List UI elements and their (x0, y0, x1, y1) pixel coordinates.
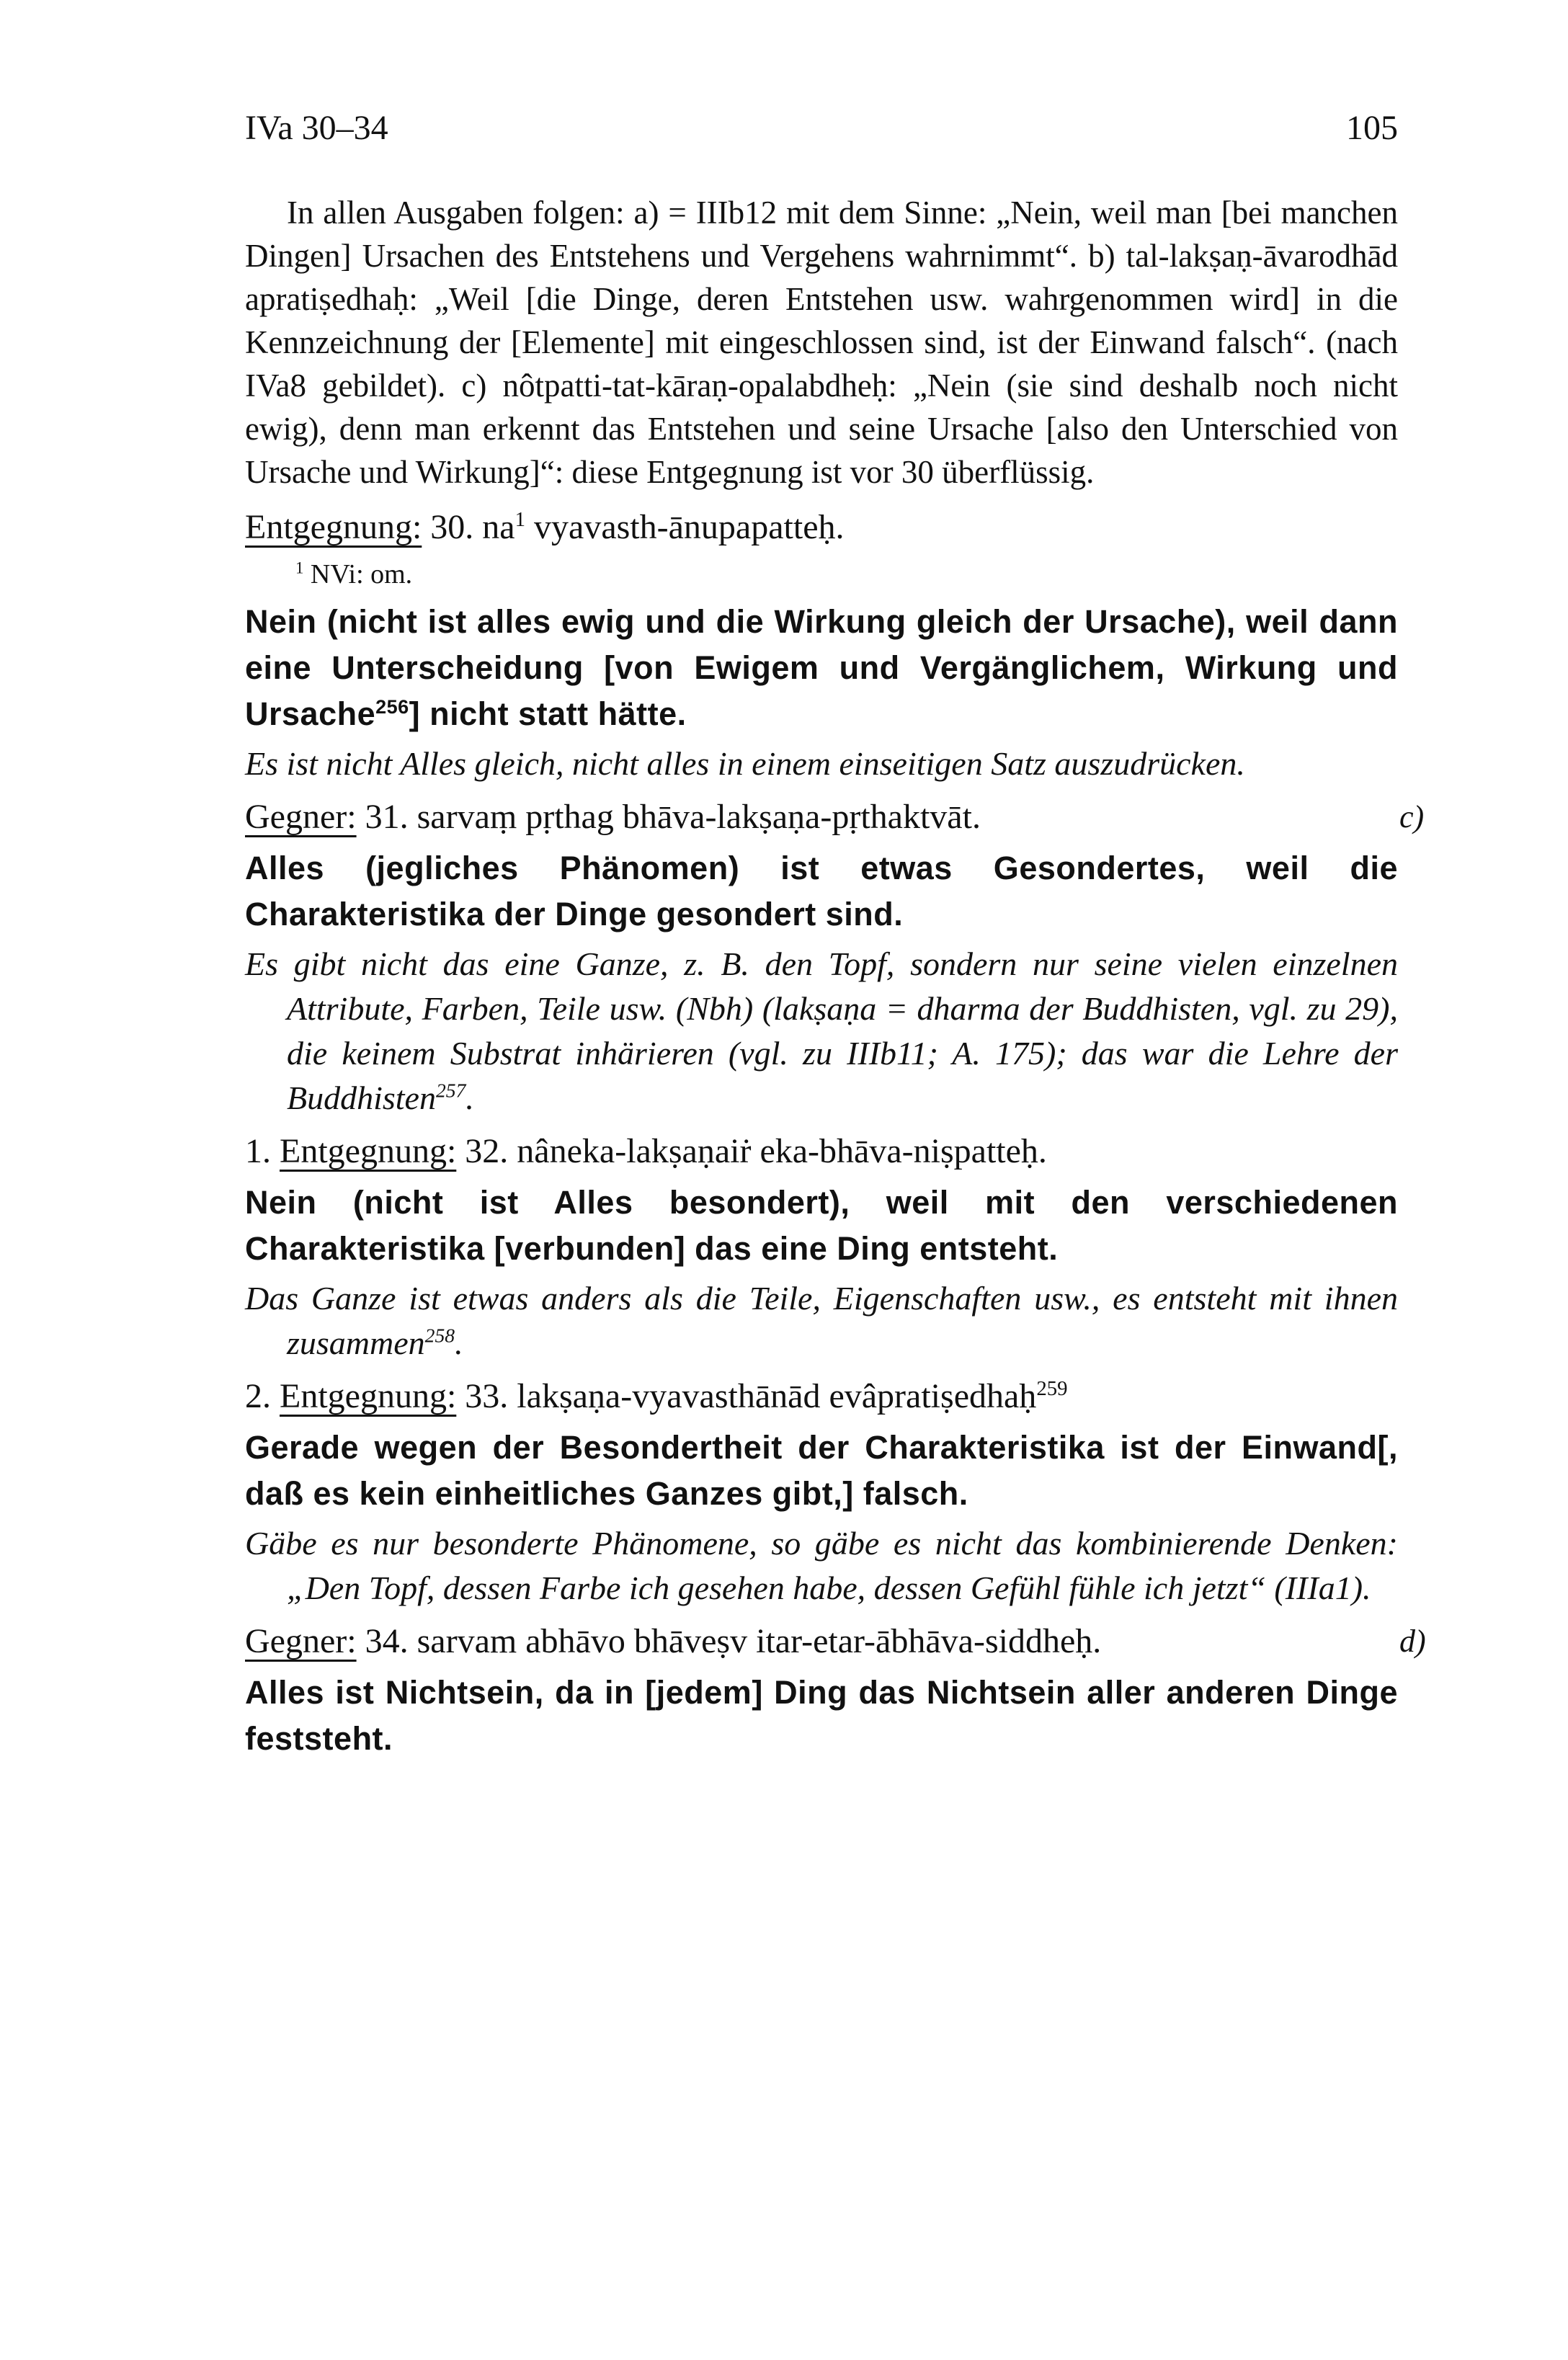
label-entgegnung: Entgegnung: (245, 508, 422, 546)
commentary-33: Gäbe es nur besonderte Phänomene, so gäbe es nicht das kombinierende Denken: „Den Topf, dessen Farbe ich gesehen habe, dessen Gefühl fühle ich jetzt“ (IIIa1). (245, 1525, 1398, 1606)
commentary-31-text: Es gibt nicht das eine Ganze, z. B. den Topf, sondern nur seine vielen einzelnen Attribute, Farben, Teile usw. (Nbh) (lakṣaṇa = dharma der Buddhisten, vgl. zu 29), die keinem Substrat inhärieren (vgl. zu IIIb11; A. 175); das war die Lehre der Buddhisten (245, 945, 1398, 1116)
label-entgegnung: Entgegnung: (280, 1132, 457, 1170)
sutra-33-text: 33. lakṣaṇa-vyavasthānād evâpratiṣedhaḥ (456, 1377, 1037, 1415)
translation-30 (245, 599, 1398, 737)
footnote-ref: 1 (514, 508, 526, 531)
label-gegner: Gegner: (245, 1622, 357, 1660)
sutra-30 (245, 504, 1398, 551)
sutra-33 (245, 1373, 1398, 1420)
footnote-30 (245, 554, 1398, 595)
sutra-34-text: 34. sarvam abhāvo bhāveṣv itar-etar-ābhāva-siddheḥ. (356, 1622, 1102, 1660)
note-ref: 257 (435, 1079, 466, 1102)
commentary-32-end: . (455, 1324, 463, 1361)
translation-30-end: ] nicht statt hätte. (409, 695, 687, 732)
sutra-33-number: 2. (245, 1377, 280, 1415)
note-ref: 259 (1036, 1377, 1068, 1400)
note-ref: 258 (424, 1324, 455, 1347)
running-head: IVa 30–34 (245, 109, 388, 147)
sutra-34: Gegner: 34. sarvam abhāvo bhāveṣv itar-etar-ābhāva-siddheḥ. d) (245, 1622, 1426, 1660)
commentary-31-end: . (466, 1079, 474, 1116)
note-ref: 256 (375, 696, 409, 718)
commentary-32-text: Das Ganze ist etwas anders als die Teile, Eigenschaften usw., es entsteht mit ihnen zusammen (245, 1280, 1398, 1361)
commentary-32 (245, 1276, 1398, 1366)
page-header (245, 108, 1398, 148)
translation-32: Nein (nicht ist Alles besondert), weil mit den verschiedenen Charakteristika [verbunden] das eine Ding entsteht. (245, 1184, 1398, 1267)
commentary-31 (245, 942, 1398, 1121)
sutra-32 (245, 1128, 1398, 1175)
page-number: 105 (1346, 109, 1398, 147)
translation-31: Alles (jegliches Phänomen) ist etwas Gesondertes, weil die Charakteristika der Dinge gesondert sind. (245, 850, 1398, 932)
translation-30-text: Nein (nicht ist alles ewig und die Wirkung gleich der Ursache), weil dann eine Unterscheidung [von Ewigem und Vergänglichem, Wirkung und Ursache (245, 603, 1398, 732)
label-gegner: Gegner: (245, 798, 357, 836)
intro-paragraph: In allen Ausgaben folgen: a) = IIIb12 mit dem Sinne: „Nein, weil man [bei manchen Dingen] Ursachen des Entstehens und Vergehens wahrnimmt“. b) tal-lakṣaṇ-āvarodhād apratiṣedhaḥ: „Weil [die Dinge, deren Entstehen usw. wahrgenommen wird] in die Kennzeichnung der [Elemente] mit eingeschlossen sind, ist der Einwand falsch“. (nach IVa8 gebildet). c) nôtpatti-tat-kāraṇ-opalabdheḥ: „Nein (sie sind deshalb noch nicht ewig), denn man erkennt das Entstehen und seine Ursache [also den Unterschied von Ursache und Wirkung]“: diese Entgegnung ist vor 30 überflüssig. (245, 195, 1398, 490)
sutra-32-number: 1. (245, 1132, 280, 1170)
commentary-30: Es ist nicht Alles gleich, nicht alles in einem einseitigen Satz auszudrücken. (245, 745, 1245, 782)
footnote-text: NVi: om. (310, 559, 413, 589)
sutra-30-text: 30. na (430, 508, 515, 546)
sutra-31-text: 31. sarvaṃ pṛthag bhāva-lakṣaṇa-pṛthaktvāt. (356, 798, 981, 836)
translation-33: Gerade wegen der Besondertheit der Charakteristika ist der Einwand[, daß es kein einheitliches Ganzes gibt,] falsch. (245, 1429, 1398, 1512)
sutra-30-text-end: vyavasth-ānupapatteḥ. (525, 508, 845, 546)
sutra-32-text: 32. nâneka-lakṣaṇaiṙ eka-bhāva-niṣpatteḥ. (456, 1132, 1047, 1170)
translation-34: Alles ist Nichtsein, da in [jedem] Ding das Nichtsein aller anderen Dinge feststeht. (245, 1674, 1398, 1757)
document-page (245, 108, 1426, 1762)
footnote-mark: 1 (295, 558, 304, 577)
sutra-31: Gegner: 31. sarvaṃ pṛthag bhāva-lakṣaṇa-pṛthaktvāt. c) (245, 798, 1425, 836)
label-entgegnung: Entgegnung: (280, 1377, 457, 1415)
